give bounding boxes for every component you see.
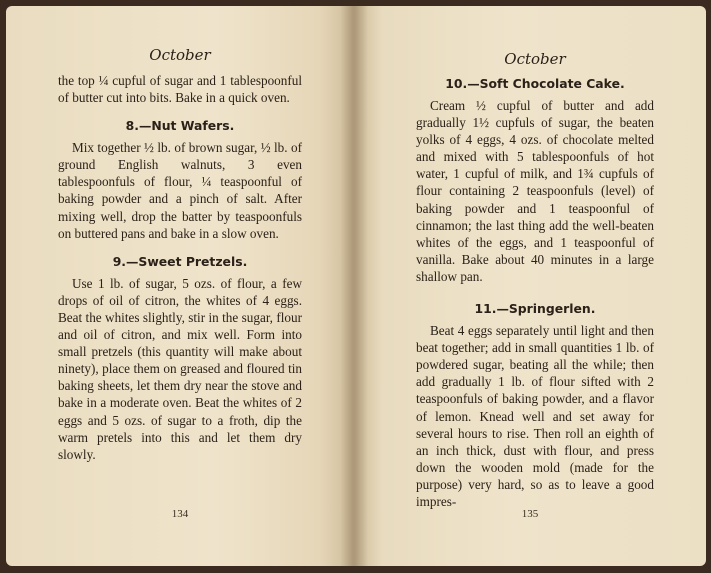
continuation-paragraph: the top ¼ cupful of sugar and 1 tablespoonful of butter cut into bits. Bake in a quick oven. (58, 73, 302, 106)
recipe-8-text: Mix together ½ lb. of brown sugar, ½ lb. of ground English walnuts, 3 even tablespoonfuls of flour, ¼ teaspoonful of baking powder and a pinch of salt. After mixing well, drop the batter by teaspoonfuls on buttered pans and bake in a slow oven. (58, 140, 302, 241)
left-page-text-block (58, 46, 302, 463)
recipe-10-text: Cream ½ cupful of butter and add gradually 1½ cupfuls of sugar, the beaten yolks of 4 eggs, 4 ozs. of chocolate melted and mixed with 5 tablespoonfuls of hot water, 1 cupful of milk, and 1¾ cupfuls of flour containing 2 teaspoonfuls (level) of baking powder and 1 teaspoonful of cinnamon; the last thing add the well-beaten whites of the eggs, and 1 teaspoonful of vanilla. Bake about 40 minutes in a large shallow pan. (416, 98, 654, 284)
right-page-number: 135 (521, 508, 539, 520)
recipe-11-heading: 11.—Springerlen. (474, 301, 596, 317)
right-running-head: October (504, 50, 566, 68)
recipe-9-heading: 9.—Sweet Pretzels. (112, 253, 248, 269)
right-page-text-block (416, 50, 654, 510)
recipe-8-heading: 8.—Nut Wafers. (125, 118, 235, 134)
left-page (6, 6, 354, 566)
recipe-11-text: Beat 4 eggs separately until light and then beat together; add in small quantities 1 lb. of powdered sugar, beating all the while; then add gradually 1 lb. of flour sifted with 2 teaspoonfuls of baking powder, and a flavor of lemon. Knead well and set away for several hours to rise. Then roll an eighth of an inch thick, dust with flour, and press down the wooden mold (made for the purpose) very hard, so as to leave a good impres- (416, 323, 654, 509)
recipe-9-text: Use 1 lb. of sugar, 5 ozs. of flour, a few drops of oil of citron, the whites of 4 eggs. Beat the whites slightly, stir in the sugar, flour and oil of citron, and mix well. Form into small pretzels (this quantity will make about ninety), place them on greased and floured tin baking sheets, let them dry near the stove and bake in a moderate oven. Beat the whites of 2 eggs and 5 ozs. of sugar to a froth, dip the warm pretels into this and let them dry slowly. (58, 275, 302, 462)
recipe-10-heading: 10.—Soft Chocolate Cake. (445, 76, 625, 91)
right-page (354, 6, 706, 566)
left-page-number: 134 (171, 508, 189, 520)
left-running-head: October (149, 46, 211, 64)
